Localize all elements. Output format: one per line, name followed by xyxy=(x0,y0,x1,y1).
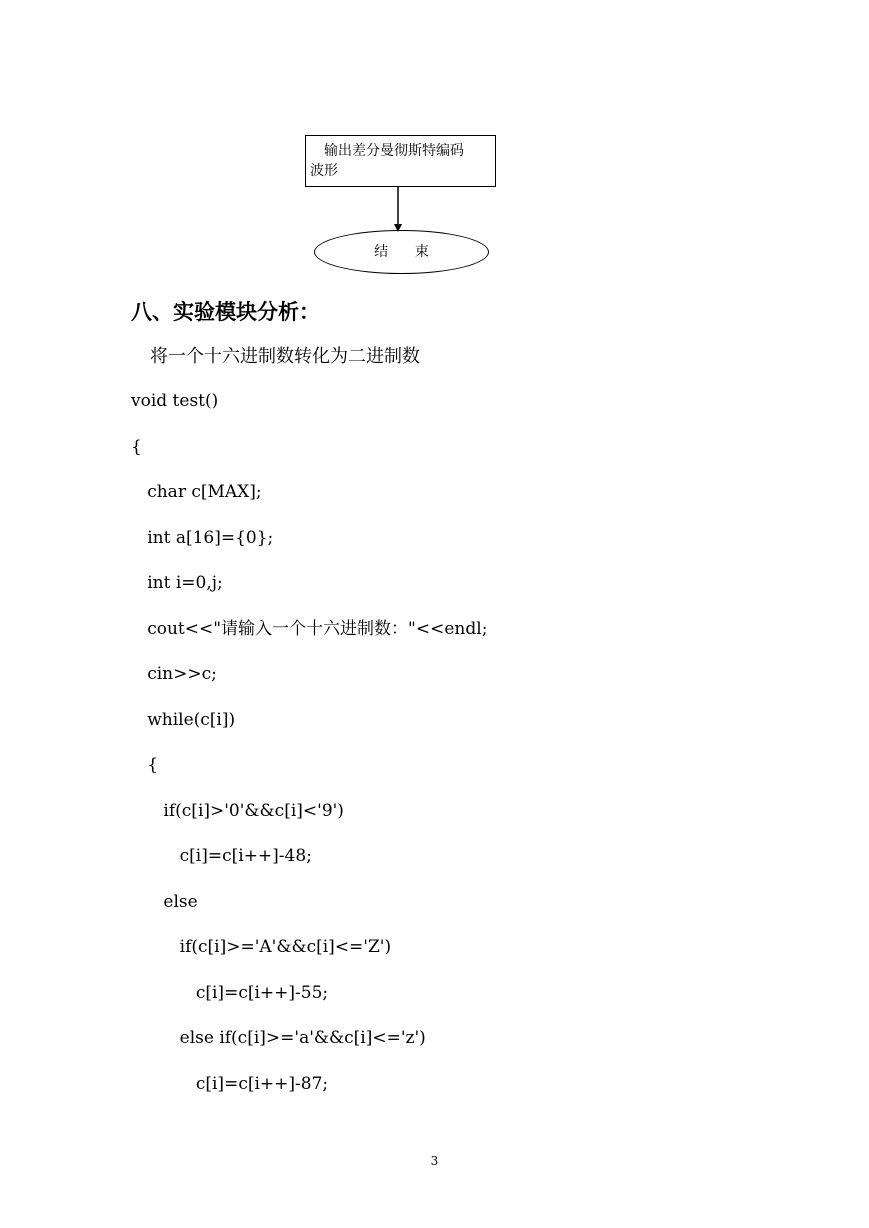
code-line: cout<<"请输入一个十六进制数："<<endl; xyxy=(131,618,488,639)
section-description: 将一个十六进制数转化为二进制数 xyxy=(150,346,420,367)
output-box-line-1: 输出差分曼彻斯特编码 xyxy=(324,143,464,159)
code-line: char c[MAX]; xyxy=(131,482,262,502)
code-line: while(c[i]) xyxy=(131,709,236,730)
code-line: cin>>c; xyxy=(131,664,217,684)
end-oval-label: 结 束 xyxy=(374,244,429,260)
code-line: else xyxy=(131,891,198,912)
code-line: int a[16]={0}; xyxy=(131,527,274,548)
code-line: c[i]=c[i++]-48; xyxy=(131,846,312,866)
code-line: { xyxy=(131,436,142,457)
code-line: int i=0,j; xyxy=(131,573,223,593)
code-line: void test() xyxy=(131,391,219,411)
code-line: if(c[i]>'0'&&c[i]<'9') xyxy=(131,800,344,821)
code-block xyxy=(131,386,487,1114)
code-line: if(c[i]>='A'&&c[i]<='Z') xyxy=(131,937,392,957)
output-box-line-2: 波形 xyxy=(310,163,338,179)
code-line: c[i]=c[i++]-55; xyxy=(131,982,329,1003)
flowchart-end-oval xyxy=(314,230,489,274)
page-number: 3 xyxy=(430,1154,439,1168)
code-line: else if(c[i]>='a'&&c[i]<='z') xyxy=(131,1028,426,1048)
code-line: c[i]=c[i++]-87; xyxy=(131,1073,329,1094)
section-heading: 八、实验模块分析： xyxy=(131,300,320,324)
code-line: { xyxy=(131,755,159,775)
